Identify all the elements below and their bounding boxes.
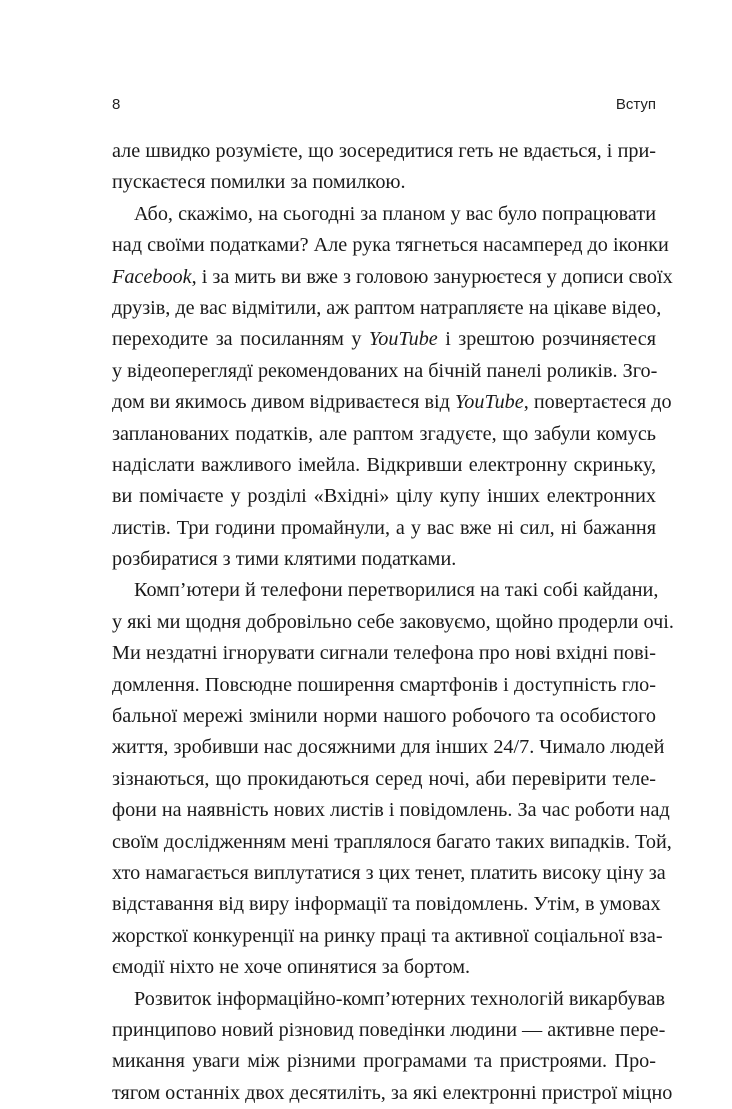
text-line — [112, 889, 661, 920]
text-line — [112, 230, 669, 261]
text-segment: , повертаєтеся до — [523, 391, 672, 414]
text-segment: у які ми щодня добровільно себе заковуємо, щойно продерли очі. — [112, 610, 674, 633]
text-line — [112, 1046, 656, 1077]
text-line — [112, 419, 656, 450]
text-line — [112, 136, 656, 167]
running-head: Вступ — [615, 96, 656, 113]
text-segment: запланованих податків, але раптом згадуєте, що забули комусь — [112, 422, 656, 445]
text-line — [112, 858, 666, 889]
text-segment: жорсткої конкуренції на ринку праці та активної соціальної вза- — [112, 924, 663, 947]
text-segment: , і за мить ви вже з головою занурюєтеся у дописи своїх — [191, 265, 673, 288]
text-segment: Або, скажімо, на сьогодні за планом у вас було попрацювати — [134, 202, 656, 225]
paragraph — [112, 136, 656, 199]
text-segment: пускаєтеся помилки за помилкою. — [112, 171, 406, 194]
text-segment: і зрештою розчиняєтеся — [437, 328, 656, 351]
text-line — [112, 1078, 673, 1109]
italic-text: YouTube — [454, 391, 524, 414]
text-segment: переходите за посиланням у — [112, 328, 369, 351]
text-line — [112, 262, 673, 293]
text-line — [112, 921, 663, 952]
italic-text: YouTube — [368, 328, 438, 351]
text-line — [112, 1015, 666, 1046]
text-segment: микання уваги між різними програмами та пристроями. Про- — [112, 1050, 656, 1073]
text-segment: фони на наявність нових листів і повідомлень. За час роботи над — [112, 799, 670, 822]
text-segment: тягом останніх двох десятиліть, за які електронні пристрої міцно — [112, 1081, 673, 1104]
text-segment: відставання від виру інформації та повідомлень. Утім, в умовах — [112, 893, 661, 916]
text-segment: принципово новий різновид поведінки людини — активне пере- — [112, 1018, 666, 1041]
text-line — [112, 199, 656, 230]
text-segment: надіслати важливого імейла. Відкривши електронну скриньку, — [112, 453, 656, 476]
text-segment: ви помічаєте у розділі «Вхідні» цілу купу інших електронних — [112, 485, 656, 508]
paragraph — [112, 199, 673, 576]
text-segment: над своїми податками? Але рука тягнеться насамперед до іконки — [112, 234, 669, 257]
text-line — [112, 638, 656, 669]
text-line — [112, 732, 665, 763]
text-segment: Розвиток інформаційно-комп’ютерних технологій викарбував — [134, 987, 666, 1010]
text-line — [112, 984, 666, 1015]
text-line — [112, 450, 656, 481]
text-line — [112, 387, 672, 418]
text-line — [112, 701, 656, 732]
italic-text: Facebook — [112, 265, 192, 288]
text-segment: Комп’ютери й телефони перетворилися на такі собі кайдани, — [134, 579, 659, 602]
text-segment: листів. Три години промайнули, а у вас вже ні сил, ні бажання — [112, 516, 656, 539]
text-segment: бальної мережі змінили норми нашого робочого та особистого — [112, 705, 656, 728]
text-line — [112, 324, 656, 355]
text-segment: дом ви якимось дивом відриваєтеся від — [112, 391, 455, 414]
text-line — [112, 544, 656, 575]
text-segment: але швидко розумієте, що зосередитися геть не вдається, і при- — [112, 140, 656, 162]
text-segment: своїм дослідженням мені траплялося багато таких випадків. Той, — [112, 830, 672, 853]
text-segment: хто намагається виплутатися з цих тенет, платить високу ціну за — [112, 861, 666, 884]
text-line — [112, 575, 659, 606]
text-segment: у відеопереглядї рекомендованих на бічній панелі роликів. Зго- — [112, 359, 658, 382]
text-line — [112, 293, 662, 324]
paragraph — [112, 575, 674, 983]
text-line — [112, 952, 656, 983]
text-segment: домлення. Повсюдне поширення смартфонів і доступність гло- — [112, 673, 656, 696]
text-line — [112, 795, 670, 826]
body-text — [112, 136, 674, 1109]
text-line — [112, 827, 672, 858]
text-line — [112, 607, 674, 638]
text-segment: життя, зробивши нас досяжними для інших 24/7. Чимало людей — [112, 736, 665, 759]
text-line — [112, 764, 656, 795]
text-line — [112, 481, 656, 512]
paragraph — [112, 984, 673, 1109]
page-header — [112, 96, 656, 118]
text-line — [112, 513, 656, 544]
text-line — [112, 356, 656, 387]
page-number: 8 — [112, 96, 121, 113]
text-line — [112, 670, 656, 701]
text-segment: розбиратися з тими клятими податками. — [112, 548, 457, 571]
text-segment: Ми нездатні ігнорувати сигнали телефона про нові вхідні пові- — [112, 642, 656, 665]
text-line — [112, 167, 656, 198]
text-segment: зізнаються, що прокидаються серед ночі, аби перевірити теле- — [112, 767, 656, 790]
text-segment: друзів, де вас відмітили, аж раптом натрапляєте на цікаве відео, — [112, 296, 662, 319]
text-segment: ємодії ніхто не хоче опинятися за бортом. — [112, 956, 471, 979]
